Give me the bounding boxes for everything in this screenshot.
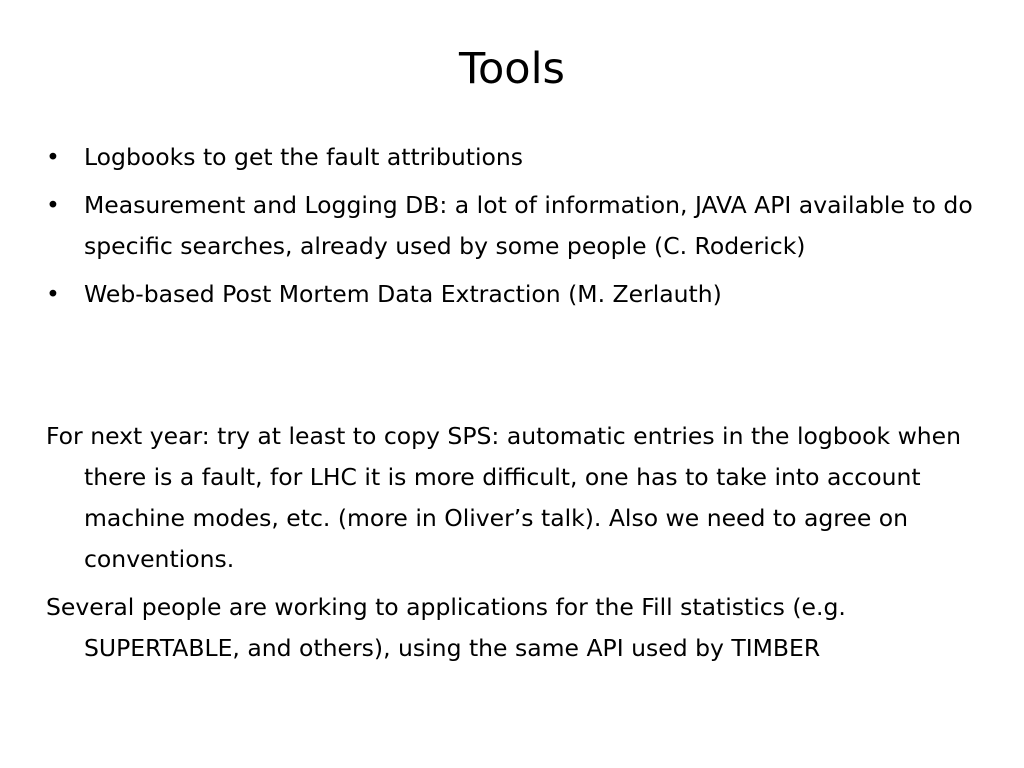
bullet-item-logbooks <box>46 137 986 178</box>
bullet-item-post-mortem <box>46 274 986 315</box>
slide-title: Tools <box>459 44 565 94</box>
bullet-text: Web-based Post Mortem Data Extraction (M. Zerlauth) <box>84 280 722 308</box>
paragraph-fill-statistics: Several people are working to applications for the Fill statistics (e.g. SUPERTABLE, and others), using the same API used by TIMBER <box>46 593 846 662</box>
bullet-list <box>46 137 986 322</box>
bullet-text: Logbooks to get the fault attributions <box>84 143 523 171</box>
bullet-dot-icon: • <box>46 191 60 219</box>
paragraph-next-year: For next year: try at least to copy SPS: automatic entries in the logbook when there is a fault, for LHC it is more difficult, one has to take into account machine modes, etc. (more in Oliver’s talk). Also we need to agree on conventions. <box>46 422 962 573</box>
bullet-dot-icon: • <box>46 143 60 171</box>
bullet-text: Measurement and Logging DB: a lot of information, JAVA API available to do specific searches, already used by some people (C. Roderick) <box>84 191 973 260</box>
bullet-item-logging-db <box>46 185 986 267</box>
paragraph-block <box>46 416 986 676</box>
bullet-dot-icon: • <box>46 280 60 308</box>
